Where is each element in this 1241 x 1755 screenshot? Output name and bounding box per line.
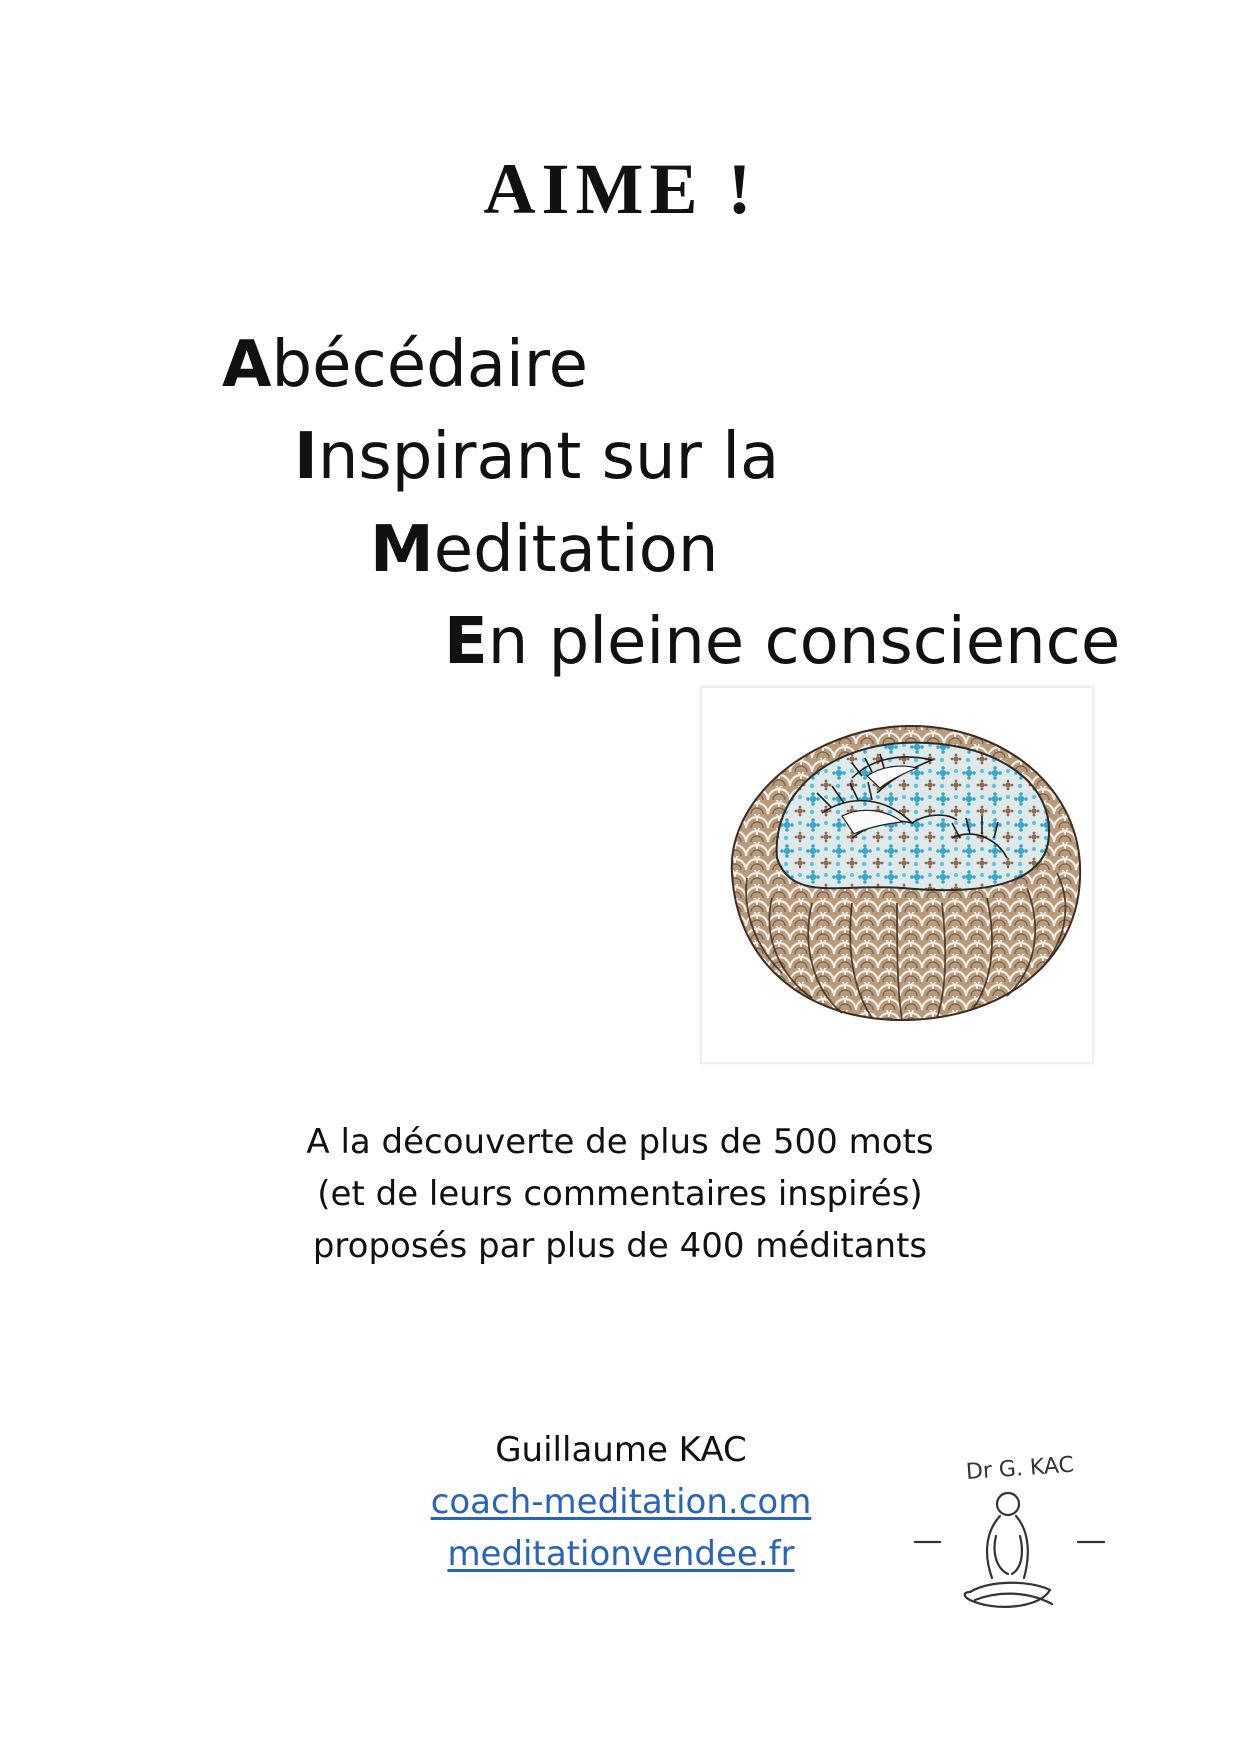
description-line: proposés par plus de 400 méditants	[312, 1226, 928, 1266]
acronym-rest: nspirant sur la	[317, 420, 780, 494]
acronym-initial: E	[444, 605, 488, 679]
acronym-line-a	[222, 328, 588, 402]
description-block	[306, 1116, 934, 1272]
logo-signature: Dr G. KAC	[965, 1452, 1075, 1486]
author-block	[380, 1424, 862, 1580]
cushion-illustration	[700, 686, 1094, 1064]
acronym-initial: M	[370, 513, 434, 587]
meditation-cushion-drawing-icon	[702, 688, 1092, 1062]
description-line: A la découverte de plus de 500 mots	[306, 1122, 934, 1162]
acronym-line-i	[294, 420, 780, 494]
acronym-line-m	[370, 513, 719, 587]
acronym-rest: editation	[433, 513, 719, 587]
description-line: (et de leurs commentaires inspirés)	[317, 1174, 923, 1214]
website-link-meditationvendee[interactable]: meditationvendee.fr	[447, 1534, 795, 1574]
seated-meditator-icon	[900, 1440, 1120, 1630]
acronym-rest: bécédaire	[271, 328, 588, 402]
website-link-coach-meditation[interactable]: coach-meditation.com	[430, 1482, 812, 1522]
author-name: Guillaume KAC	[495, 1430, 747, 1470]
author-logo	[900, 1440, 1120, 1630]
page-title: AIME !	[483, 149, 758, 229]
acronym-initial: A	[222, 328, 272, 402]
acronym-initial: I	[294, 420, 318, 494]
acronym-rest: n pleine conscience	[487, 605, 1121, 679]
acronym-line-e	[444, 605, 1121, 679]
